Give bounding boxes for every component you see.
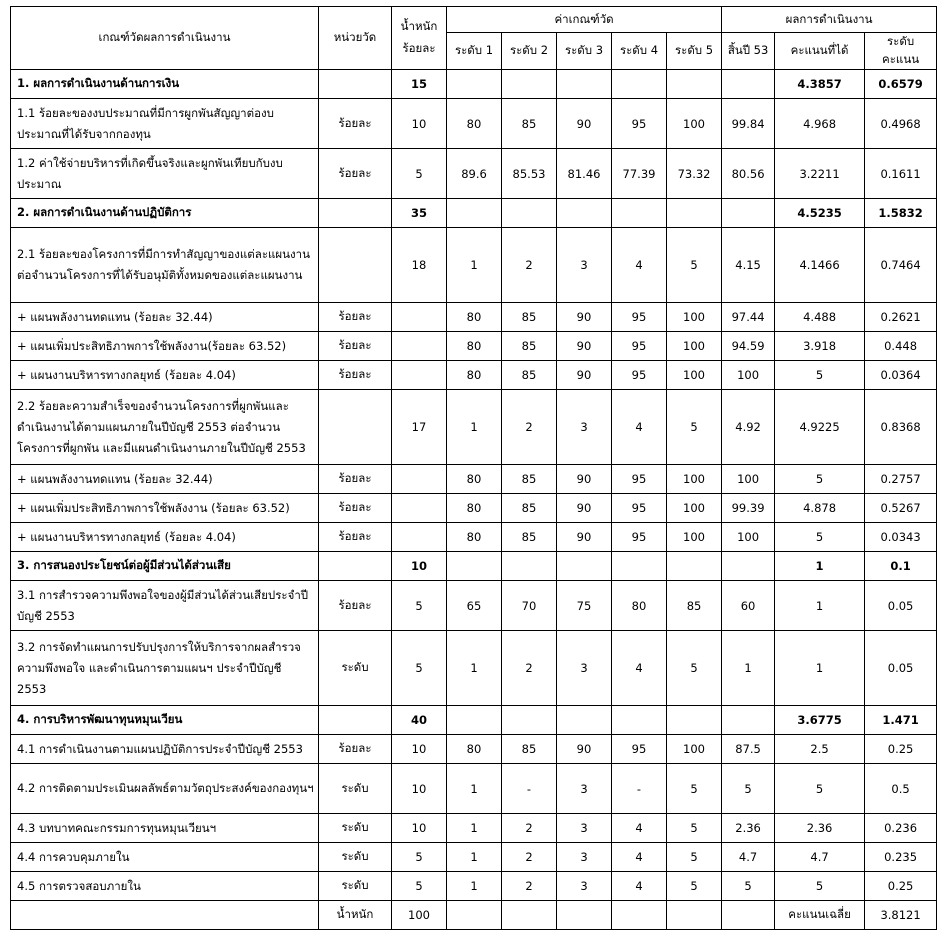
row-level-4 <box>612 706 667 735</box>
row-level-5 <box>667 70 722 99</box>
table-row <box>11 735 937 764</box>
section-row <box>11 706 937 735</box>
row-label: 4. การบริหารพัฒนาทุนหมุนเวียน <box>11 706 319 735</box>
row-weighted: 0.25 <box>865 872 937 901</box>
row-level-2 <box>502 199 557 228</box>
row-weight <box>392 303 447 332</box>
row-level-2: 85 <box>502 303 557 332</box>
row-level-1: 80 <box>447 361 502 390</box>
row-level-1: 1 <box>447 228 502 303</box>
row-score: 1 <box>775 552 865 581</box>
table-row <box>11 523 937 552</box>
row-label: + แผนงานบริหารทางกลยุทธ์ (ร้อยละ 4.04) <box>11 523 319 552</box>
row-unit: ร้อยละ <box>319 581 392 631</box>
row-label: + แผนงานบริหารทางกลยุทธ์ (ร้อยละ 4.04) <box>11 361 319 390</box>
footer-empty <box>722 901 775 930</box>
row-weighted: 0.1 <box>865 552 937 581</box>
row-level-3: 90 <box>557 735 612 764</box>
table-row <box>11 631 937 706</box>
row-level-1: 80 <box>447 99 502 149</box>
row-label: 3. การสนองประโยชน์ต่อผู้มีส่วนได้ส่วนเสีย <box>11 552 319 581</box>
row-level-1: 1 <box>447 631 502 706</box>
row-label: 2.1 ร้อยละของโครงการที่มีการทำสัญญาของแต่ละแผนงานต่อจำนวนโครงการที่ได้รับอนุมัติทั้งหมดของแต่ละแผนงาน <box>11 228 319 303</box>
footer-weight-total: 100 <box>392 901 447 930</box>
row-label: 3.2 การจัดทำแผนการปรับปรุงการให้บริการจากผลสำรวจความพึงพอใจ และดำเนินการตามแผนฯ ประจำปีบัญชี 2553 <box>11 631 319 706</box>
section-row <box>11 552 937 581</box>
row-level-4: 95 <box>612 494 667 523</box>
row-weight: 5 <box>392 843 447 872</box>
row-level-4: 80 <box>612 581 667 631</box>
row-actual <box>722 70 775 99</box>
row-weight: 10 <box>392 99 447 149</box>
row-label: 4.2 การติดตามประเมินผลลัพธ์ตามวัตถุประสงค์ของกองทุนฯ <box>11 764 319 814</box>
table-row <box>11 303 937 332</box>
row-score: 4.9225 <box>775 390 865 465</box>
row-level-2: 2 <box>502 872 557 901</box>
section-row <box>11 199 937 228</box>
row-level-1: 80 <box>447 465 502 494</box>
header-level-1: ระดับ 1 <box>447 33 502 70</box>
row-level-4: 4 <box>612 228 667 303</box>
row-label: + แผนเพิ่มประสิทธิภาพการใช้พลังงาน(ร้อยละ 63.52) <box>11 332 319 361</box>
header-weight-line1: น้ำหนัก <box>400 19 438 33</box>
header-weighted: ระดับคะแนน <box>865 33 937 70</box>
row-actual: 1 <box>722 631 775 706</box>
row-unit: ระดับ <box>319 631 392 706</box>
row-weighted: 0.2621 <box>865 303 937 332</box>
row-level-5: 100 <box>667 361 722 390</box>
row-level-2: 85 <box>502 99 557 149</box>
row-unit: ร้อยละ <box>319 465 392 494</box>
row-level-2: 85 <box>502 735 557 764</box>
row-unit: ระดับ <box>319 872 392 901</box>
row-level-3: 90 <box>557 523 612 552</box>
row-level-5: 100 <box>667 99 722 149</box>
row-weighted: 0.8368 <box>865 390 937 465</box>
row-level-4: 4 <box>612 843 667 872</box>
row-actual: 4.92 <box>722 390 775 465</box>
row-level-1: 80 <box>447 523 502 552</box>
row-unit <box>319 70 392 99</box>
row-unit <box>319 199 392 228</box>
row-score: 3.2211 <box>775 149 865 199</box>
row-level-5: 100 <box>667 735 722 764</box>
row-unit: ร้อยละ <box>319 735 392 764</box>
footer-empty <box>557 901 612 930</box>
row-level-2: 85 <box>502 332 557 361</box>
row-weight: 40 <box>392 706 447 735</box>
row-level-3 <box>557 552 612 581</box>
row-actual <box>722 706 775 735</box>
row-level-3: 90 <box>557 99 612 149</box>
row-label: 1.2 ค่าใช้จ่ายบริหารที่เกิดขึ้นจริงและผูกพันเทียบกับงบประมาณ <box>11 149 319 199</box>
row-level-5: 100 <box>667 332 722 361</box>
row-actual: 5 <box>722 872 775 901</box>
row-actual: 99.84 <box>722 99 775 149</box>
row-score: 3.6775 <box>775 706 865 735</box>
row-level-4 <box>612 70 667 99</box>
row-level-1: 80 <box>447 303 502 332</box>
row-level-5: 5 <box>667 390 722 465</box>
row-actual: 80.56 <box>722 149 775 199</box>
row-level-5 <box>667 199 722 228</box>
row-actual: 99.39 <box>722 494 775 523</box>
row-level-1: 1 <box>447 843 502 872</box>
row-label: 1.1 ร้อยละของงบประมาณที่มีการผูกพันสัญญาต่องบประมาณที่ได้รับจากกองทุน <box>11 99 319 149</box>
row-level-5: 100 <box>667 494 722 523</box>
row-unit: ร้อยละ <box>319 361 392 390</box>
row-level-4: 95 <box>612 523 667 552</box>
row-level-2: 2 <box>502 228 557 303</box>
row-weighted: 0.0364 <box>865 361 937 390</box>
table-row <box>11 332 937 361</box>
row-score: 4.968 <box>775 99 865 149</box>
row-label: 4.5 การตรวจสอบภายใน <box>11 872 319 901</box>
row-unit: ระดับ <box>319 843 392 872</box>
row-level-5: 100 <box>667 465 722 494</box>
row-level-1: 80 <box>447 332 502 361</box>
row-label: 4.3 บทบาทคณะกรรมการทุนหมุนเวียนฯ <box>11 814 319 843</box>
footer-empty <box>612 901 667 930</box>
footer-average-label: คะแนนเฉลี่ย <box>775 901 865 930</box>
row-level-4: 95 <box>612 465 667 494</box>
row-level-1: 1 <box>447 764 502 814</box>
footer-average-value: 3.8121 <box>865 901 937 930</box>
row-unit: ร้อยละ <box>319 99 392 149</box>
row-weight <box>392 361 447 390</box>
row-level-1 <box>447 70 502 99</box>
table-row <box>11 228 937 303</box>
row-level-5: 5 <box>667 843 722 872</box>
row-level-4: 95 <box>612 361 667 390</box>
section-row <box>11 70 937 99</box>
row-level-1 <box>447 199 502 228</box>
row-weighted: 0.1611 <box>865 149 937 199</box>
row-level-4: 4 <box>612 390 667 465</box>
row-level-2: 2 <box>502 843 557 872</box>
table-row <box>11 361 937 390</box>
row-level-1: 1 <box>447 872 502 901</box>
row-weighted: 1.471 <box>865 706 937 735</box>
row-level-4: 77.39 <box>612 149 667 199</box>
row-weighted: 0.235 <box>865 843 937 872</box>
header-weight <box>392 7 447 70</box>
row-level-5: 5 <box>667 228 722 303</box>
row-label: + แผนพลังงานทดแทน (ร้อยละ 32.44) <box>11 303 319 332</box>
row-actual: 97.44 <box>722 303 775 332</box>
row-level-2: 2 <box>502 631 557 706</box>
row-weight: 10 <box>392 735 447 764</box>
row-level-2: 2 <box>502 814 557 843</box>
row-unit: ร้อยละ <box>319 494 392 523</box>
row-score: 3.918 <box>775 332 865 361</box>
row-unit: ร้อยละ <box>319 523 392 552</box>
row-level-5: 100 <box>667 303 722 332</box>
row-level-1: 80 <box>447 494 502 523</box>
table-row <box>11 149 937 199</box>
row-weight: 5 <box>392 631 447 706</box>
table-row <box>11 390 937 465</box>
row-level-2: 85 <box>502 361 557 390</box>
row-level-4: 95 <box>612 99 667 149</box>
row-level-2: 85 <box>502 494 557 523</box>
row-level-1: 1 <box>447 390 502 465</box>
row-score: 4.1466 <box>775 228 865 303</box>
row-actual: 100 <box>722 361 775 390</box>
row-level-2: 85.53 <box>502 149 557 199</box>
row-level-2: 70 <box>502 581 557 631</box>
header-unit: หน่วยวัด <box>319 7 392 70</box>
row-score: 4.5235 <box>775 199 865 228</box>
row-actual: 4.7 <box>722 843 775 872</box>
row-level-3 <box>557 706 612 735</box>
row-weight: 5 <box>392 872 447 901</box>
row-level-5: 5 <box>667 814 722 843</box>
row-weight: 15 <box>392 70 447 99</box>
row-level-4: 95 <box>612 303 667 332</box>
row-weight: 18 <box>392 228 447 303</box>
row-level-1: 89.6 <box>447 149 502 199</box>
footer-empty <box>502 901 557 930</box>
row-level-1 <box>447 706 502 735</box>
row-weighted: 0.0343 <box>865 523 937 552</box>
row-level-4: 4 <box>612 814 667 843</box>
row-weighted: 0.05 <box>865 631 937 706</box>
row-actual: 4.15 <box>722 228 775 303</box>
row-label: 2.2 ร้อยละความสำเร็จของจำนวนโครงการที่ผูกพันและดำเนินงานได้ตามแผนภายในปีบัญชี 2553 ต่อจำนวนโครงการที่ผูกพัน และมีแผนดำเนินงานภายในปีบัญชี 2553 <box>11 390 319 465</box>
row-weight: 10 <box>392 814 447 843</box>
row-score: 4.3857 <box>775 70 865 99</box>
row-unit <box>319 706 392 735</box>
table-row <box>11 843 937 872</box>
row-level-4: 4 <box>612 631 667 706</box>
row-level-4 <box>612 199 667 228</box>
row-label: + แผนเพิ่มประสิทธิภาพการใช้พลังงาน (ร้อยละ 63.52) <box>11 494 319 523</box>
row-weight: 35 <box>392 199 447 228</box>
table-row <box>11 872 937 901</box>
row-level-5: 5 <box>667 631 722 706</box>
row-unit <box>319 228 392 303</box>
row-weight: 17 <box>392 390 447 465</box>
row-weight <box>392 332 447 361</box>
row-level-3: 75 <box>557 581 612 631</box>
row-level-3: 3 <box>557 764 612 814</box>
row-level-3: 90 <box>557 303 612 332</box>
row-weighted: 0.25 <box>865 735 937 764</box>
footer-weight-label: น้ำหนัก <box>319 901 392 930</box>
table-row <box>11 764 937 814</box>
row-score: 5 <box>775 764 865 814</box>
header-actual: สิ้นปี 53 <box>722 33 775 70</box>
footer-empty <box>11 901 319 930</box>
row-weighted: 0.4968 <box>865 99 937 149</box>
table-row <box>11 581 937 631</box>
row-actual: 94.59 <box>722 332 775 361</box>
row-level-1: 80 <box>447 735 502 764</box>
header-criteria: เกณฑ์วัดผลการดำเนินงาน <box>11 7 319 70</box>
row-weighted: 0.236 <box>865 814 937 843</box>
row-actual <box>722 199 775 228</box>
table-row <box>11 465 937 494</box>
row-weight <box>392 465 447 494</box>
row-actual: 87.5 <box>722 735 775 764</box>
row-weighted: 0.6579 <box>865 70 937 99</box>
row-level-5: 73.32 <box>667 149 722 199</box>
row-score: 1 <box>775 581 865 631</box>
row-score: 5 <box>775 523 865 552</box>
row-actual: 5 <box>722 764 775 814</box>
table-row <box>11 494 937 523</box>
row-level-4: 4 <box>612 872 667 901</box>
header-level-2: ระดับ 2 <box>502 33 557 70</box>
row-level-3: 3 <box>557 228 612 303</box>
row-score: 2.5 <box>775 735 865 764</box>
row-level-5 <box>667 706 722 735</box>
row-level-3: 3 <box>557 872 612 901</box>
row-label: 4.4 การควบคุมภายใน <box>11 843 319 872</box>
row-level-2 <box>502 70 557 99</box>
row-level-5: 5 <box>667 764 722 814</box>
footer-empty <box>667 901 722 930</box>
row-level-2: 2 <box>502 390 557 465</box>
row-score: 5 <box>775 361 865 390</box>
row-label: 4.1 การดำเนินงานตามแผนปฏิบัติการประจำปีบัญชี 2553 <box>11 735 319 764</box>
row-level-2: 85 <box>502 523 557 552</box>
row-weighted: 0.2757 <box>865 465 937 494</box>
row-level-4: 95 <box>612 332 667 361</box>
row-level-5: 100 <box>667 523 722 552</box>
row-actual: 60 <box>722 581 775 631</box>
row-weighted: 0.5 <box>865 764 937 814</box>
row-weight <box>392 494 447 523</box>
row-level-3: 90 <box>557 332 612 361</box>
row-weight <box>392 523 447 552</box>
header-scale-group: ค่าเกณฑ์วัด <box>447 7 722 33</box>
row-level-3: 3 <box>557 631 612 706</box>
row-unit: ระดับ <box>319 764 392 814</box>
row-weight: 10 <box>392 552 447 581</box>
row-weight: 5 <box>392 581 447 631</box>
row-weighted: 0.5267 <box>865 494 937 523</box>
row-level-3: 3 <box>557 390 612 465</box>
row-actual: 100 <box>722 523 775 552</box>
row-level-2 <box>502 706 557 735</box>
row-level-4: - <box>612 764 667 814</box>
table-row <box>11 814 937 843</box>
row-level-3: 90 <box>557 465 612 494</box>
row-level-2 <box>502 552 557 581</box>
row-level-1 <box>447 552 502 581</box>
row-level-4: 95 <box>612 735 667 764</box>
row-unit: ร้อยละ <box>319 303 392 332</box>
row-level-3 <box>557 70 612 99</box>
row-actual: 100 <box>722 465 775 494</box>
footer-empty <box>447 901 502 930</box>
row-weighted: 0.05 <box>865 581 937 631</box>
row-level-3: 81.46 <box>557 149 612 199</box>
row-weighted: 1.5832 <box>865 199 937 228</box>
header-result-group: ผลการดำเนินงาน <box>722 7 937 33</box>
row-score: 4.878 <box>775 494 865 523</box>
header-weight-line2: ร้อยละ <box>402 41 436 55</box>
table-row <box>11 99 937 149</box>
header-level-5: ระดับ 5 <box>667 33 722 70</box>
row-score: 5 <box>775 872 865 901</box>
row-weight: 10 <box>392 764 447 814</box>
row-weighted: 0.448 <box>865 332 937 361</box>
row-score: 4.488 <box>775 303 865 332</box>
row-weight: 5 <box>392 149 447 199</box>
row-label: + แผนพลังงานทดแทน (ร้อยละ 32.44) <box>11 465 319 494</box>
row-level-1: 65 <box>447 581 502 631</box>
row-score: 2.36 <box>775 814 865 843</box>
row-unit: ระดับ <box>319 814 392 843</box>
row-level-2: - <box>502 764 557 814</box>
row-level-4 <box>612 552 667 581</box>
row-score: 5 <box>775 465 865 494</box>
row-actual: 2.36 <box>722 814 775 843</box>
row-weighted: 0.7464 <box>865 228 937 303</box>
row-level-5: 85 <box>667 581 722 631</box>
row-level-3: 3 <box>557 814 612 843</box>
row-unit <box>319 552 392 581</box>
row-unit: ร้อยละ <box>319 332 392 361</box>
row-label: 3.1 การสำรวจความพึงพอใจของผู้มีส่วนได้ส่วนเสียประจำปีบัญชี 2553 <box>11 581 319 631</box>
row-actual <box>722 552 775 581</box>
performance-table <box>10 6 937 930</box>
row-level-3: 90 <box>557 494 612 523</box>
row-label: 1. ผลการดำเนินงานด้านการเงิน <box>11 70 319 99</box>
row-level-5 <box>667 552 722 581</box>
header-level-4: ระดับ 4 <box>612 33 667 70</box>
row-unit: ร้อยละ <box>319 149 392 199</box>
row-level-1: 1 <box>447 814 502 843</box>
row-score: 4.7 <box>775 843 865 872</box>
row-level-5: 5 <box>667 872 722 901</box>
row-label: 2. ผลการดำเนินงานด้านปฏิบัติการ <box>11 199 319 228</box>
row-score: 1 <box>775 631 865 706</box>
row-level-2: 85 <box>502 465 557 494</box>
row-level-3 <box>557 199 612 228</box>
header-level-3: ระดับ 3 <box>557 33 612 70</box>
row-unit <box>319 390 392 465</box>
header-score: คะแนนที่ได้ <box>775 33 865 70</box>
row-level-3: 90 <box>557 361 612 390</box>
row-level-3: 3 <box>557 843 612 872</box>
